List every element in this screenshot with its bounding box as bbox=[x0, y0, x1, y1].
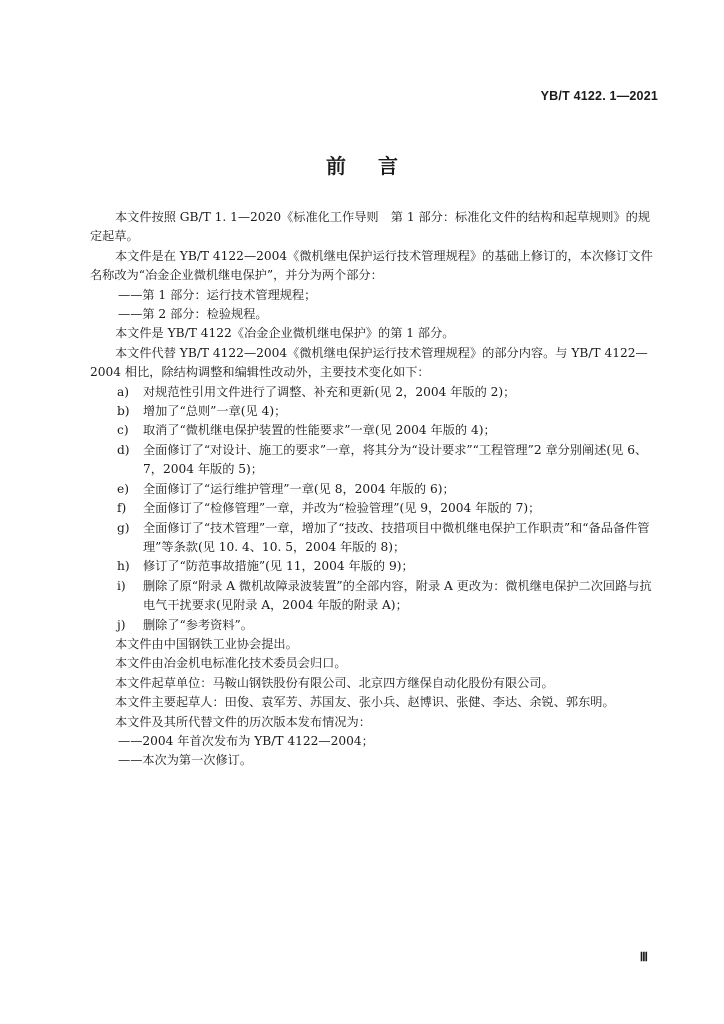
change-text: 增加了“总则”一章(见 4)； bbox=[143, 404, 287, 419]
page-title: 前言 bbox=[326, 154, 430, 178]
change-text: 取消了“微机继电保护装置的性能要求”一章(见 2004 年版的 4)； bbox=[143, 423, 496, 438]
change-label: d) bbox=[117, 442, 130, 457]
change-list-item bbox=[90, 402, 660, 421]
paragraph-part-statement: 本文件是 YB/T 4122《冶金企业微机继电保护》的第 1 部分。 bbox=[115, 326, 455, 341]
paragraph-committee: 本文件由冶金机电标准化技术委员会归口。 bbox=[115, 656, 347, 671]
paragraph-drafting-basis: 本文件按照 GB/T 1. 1—2020《标准化工作导则 第 1 部分：标准化文件的结构和起草规则》的规定起草。 bbox=[90, 210, 651, 244]
change-label: e) bbox=[117, 481, 129, 496]
change-text: 删除了“参考资料”。 bbox=[143, 617, 253, 632]
change-list-item bbox=[90, 577, 660, 616]
change-list-item bbox=[90, 519, 660, 558]
paragraph-drafting-units: 本文件起草单位：马鞍山钢铁股份有限公司、北京四方继保自动化股份有限公司。 bbox=[115, 675, 554, 690]
paragraph-proposer: 本文件由中国钢铁工业协会提出。 bbox=[115, 636, 298, 651]
paragraph-drafters: 本文件主要起草人：田俊、袁军芳、苏国友、张小兵、赵博识、张健、李达、余锐、郭东明。 bbox=[115, 695, 615, 710]
change-text: 全面修订了“对设计、施工的要求”一章，将其分为“设计要求”“工程管理”2 章分别阐述(见 6、7，2004 年版的 5)； bbox=[143, 442, 648, 477]
change-list-item bbox=[90, 616, 660, 635]
paragraph-history-intro: 本文件及其所代替文件的历次版本发布情况为： bbox=[115, 714, 371, 729]
change-text: 修订了“防范事故措施”(见 11，2004 年版的 9)； bbox=[143, 559, 414, 574]
paragraph-replacement: 本文件代替 YB/T 4122—2004《微机继电保护运行技术管理规程》的部分内容。与 YB/T 4122—2004 相比，除结构调整和编辑性改动外，主要技术变化如下： bbox=[90, 345, 648, 380]
paragraph-revision-basis: 本文件是在 YB/T 4122—2004《微机继电保护运行技术管理规程》的基础上修订的，本次修订文件名称改为“冶金企业微机继电保护”，并分为两个部分： bbox=[90, 248, 653, 283]
change-label: c) bbox=[117, 423, 129, 438]
part-list-item: ——第 1 部分：运行技术管理规程； bbox=[118, 287, 317, 302]
change-list-item bbox=[90, 499, 660, 518]
change-label: a) bbox=[117, 384, 130, 399]
change-list-item bbox=[90, 557, 660, 576]
change-list-item bbox=[90, 441, 660, 480]
change-text: 全面修订了“运行维护管理”一章(见 8，2004 年版的 6)； bbox=[143, 481, 455, 496]
history-list-item: ——2004 年首次发布为 YB/T 4122—2004； bbox=[118, 733, 374, 748]
change-label: f) bbox=[117, 501, 127, 516]
foreword-body bbox=[90, 208, 660, 771]
change-list-item bbox=[90, 383, 660, 402]
change-text: 全面修订了“技术管理”一章，增加了“技改、技措项目中微机继电保护工作职责”和“备品备件管理”等条款(见 10. 4、10. 5，2004 年版的 8)； bbox=[143, 520, 650, 554]
change-label: g) bbox=[117, 520, 130, 535]
part-list-item: ——第 2 部分：检验规程。 bbox=[118, 307, 268, 322]
standard-code: YB/T 4122. 1—2021 bbox=[540, 89, 658, 103]
page-number: Ⅲ bbox=[639, 950, 648, 964]
change-list-item bbox=[90, 421, 660, 440]
change-text: 删除了原“附录 A 微机故障录波装置”的全部内容，附录 A 更改为：微机继电保护二次回路与抗电气干扰要求(见附录 A，2004 年版的附录 A)； bbox=[143, 578, 652, 613]
change-label: j) bbox=[117, 617, 126, 632]
change-label: h) bbox=[117, 559, 130, 574]
change-text: 全面修订了“检修管理”一章，并改为“检验管理”(见 9，2004 年版的 7)； bbox=[143, 501, 541, 516]
change-label: b) bbox=[117, 404, 130, 419]
change-list-item bbox=[90, 480, 660, 499]
history-list-item: ——本次为第一次修订。 bbox=[118, 753, 253, 768]
change-label: i) bbox=[117, 578, 126, 593]
change-text: 对规范性引用文件进行了调整、补充和更新(见 2，2004 年版的 2)； bbox=[143, 384, 516, 399]
